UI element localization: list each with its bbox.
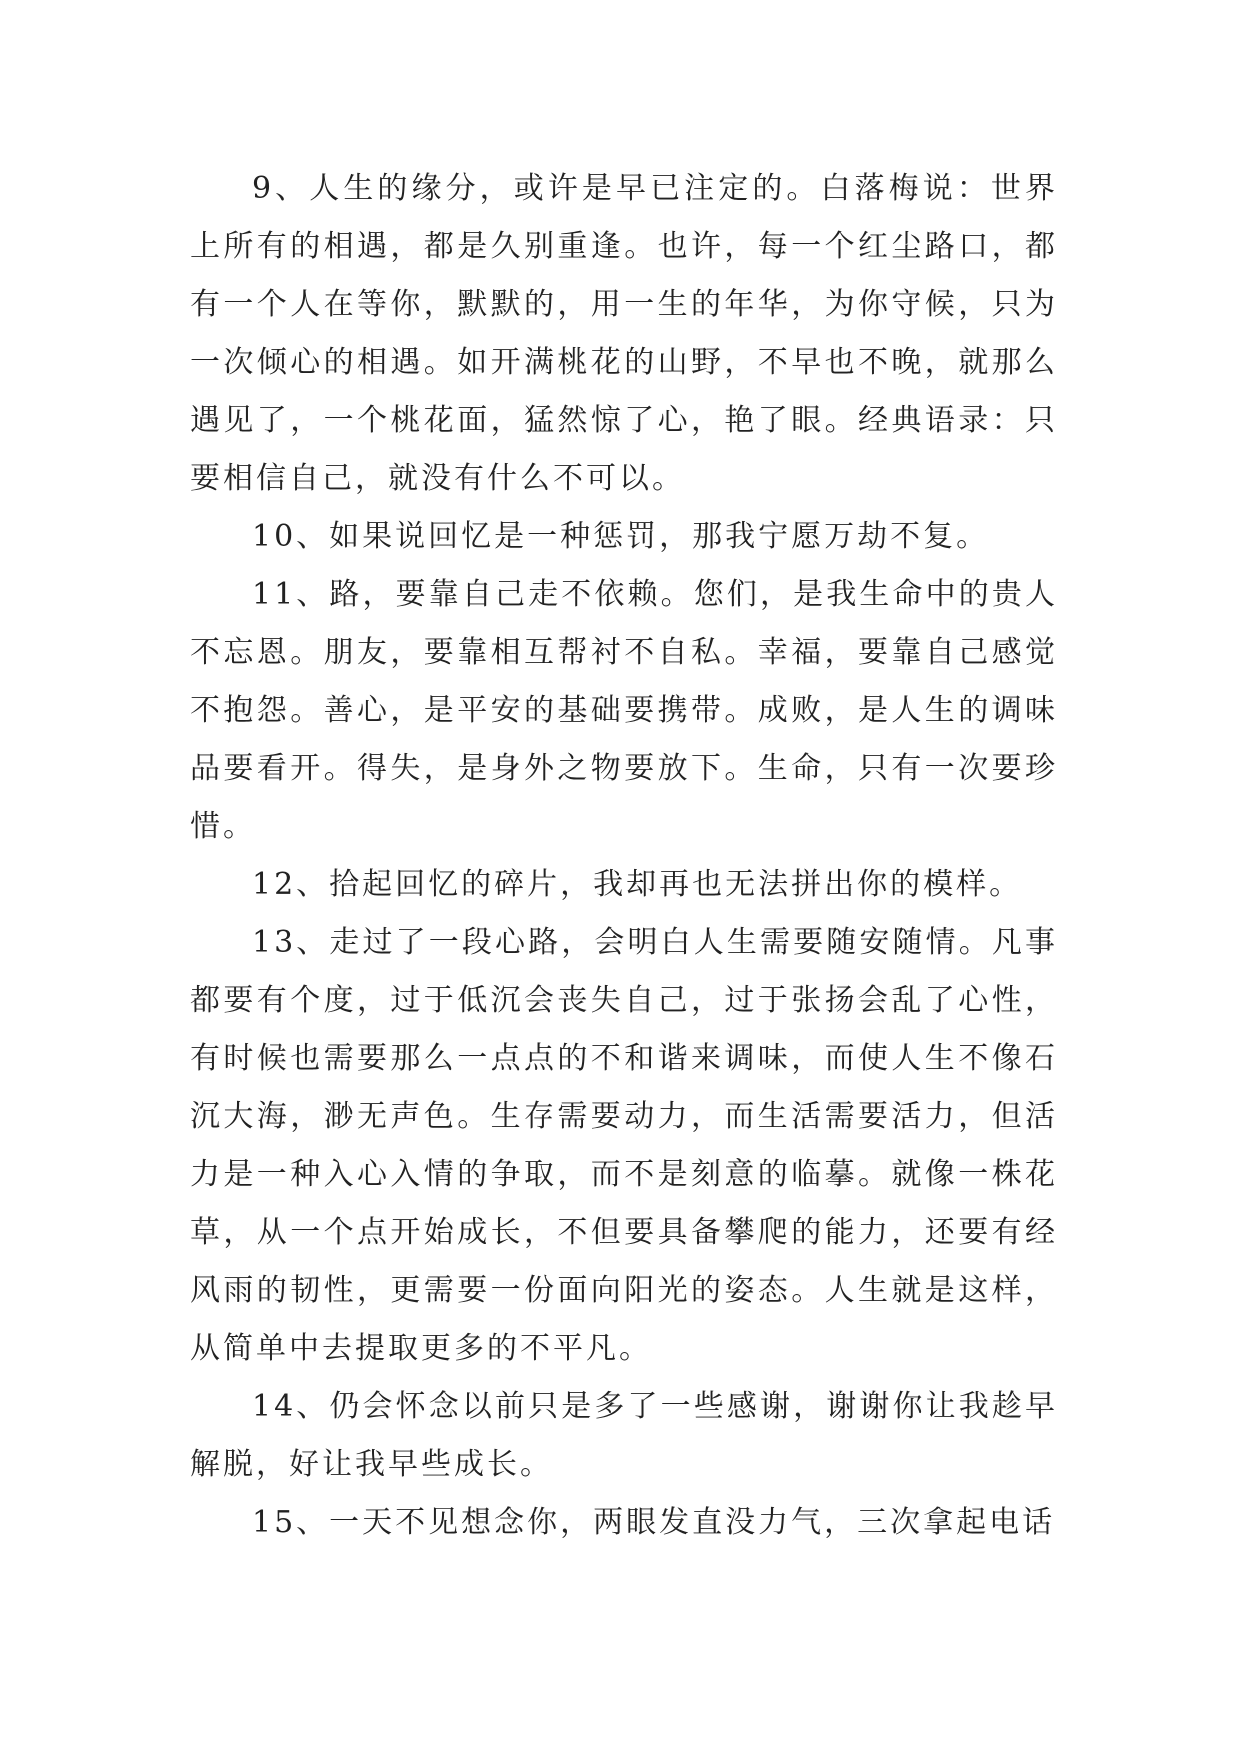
- paragraph-14: 14、仍会怀念以前只是多了一些感谢，谢谢你让我趁早解脱，好让我早些成长。: [190, 1389, 1058, 1482]
- paragraph-9: 9、人生的缘分，或许是早已注定的。白落梅说：世界上所有的相遇，都是久别重逢。也许，每一个红尘路口，都有一个人在等你，默默的，用一生的年华，为你守候，只为一次倾心的相遇。如开满桃花的山野，不早也不晚，就那么遇见了，一个桃花面，猛然惊了心，艳了眼。经典语录：只要相信自己，就没有什么不可以。: [190, 171, 1058, 496]
- paragraph-12: 12、拾起回忆的碎片，我却再也无法拼出你的模样。: [252, 867, 1023, 902]
- paragraph-10: 10、如果说回忆是一种惩罚，那我宁愿万劫不复。: [252, 519, 990, 554]
- document-body: [190, 160, 1058, 1552]
- paragraph-15: 15、一天不见想念你，两眼发直没力气，三次拿起电话: [252, 1505, 1056, 1540]
- paragraph-11: 11、路，要靠自己走不依赖。您们，是我生命中的贵人不忘恩。朋友，要靠相互帮衬不自私。幸福，要靠自己感觉不抱怨。善心，是平安的基础要携带。成败，是人生的调味品要看开。得失，是身外之物要放下。生命，只有一次要珍惜。: [190, 577, 1058, 844]
- paragraph-13: 13、走过了一段心路，会明白人生需要随安随情。凡事都要有个度，过于低沉会丧失自己，过于张扬会乱了心性，有时候也需要那么一点点的不和谐来调味，而使人生不像石沉大海，渺无声色。生存需要动力，而生活需要活力，但活力是一种入心入情的争取，而不是刻意的临摹。就像一株花草，从一个点开始成长，不但要具备攀爬的能力，还要有经风雨的韧性，更需要一份面向阳光的姿态。人生就是这样，从简单中去提取更多的不平凡。: [190, 925, 1058, 1366]
